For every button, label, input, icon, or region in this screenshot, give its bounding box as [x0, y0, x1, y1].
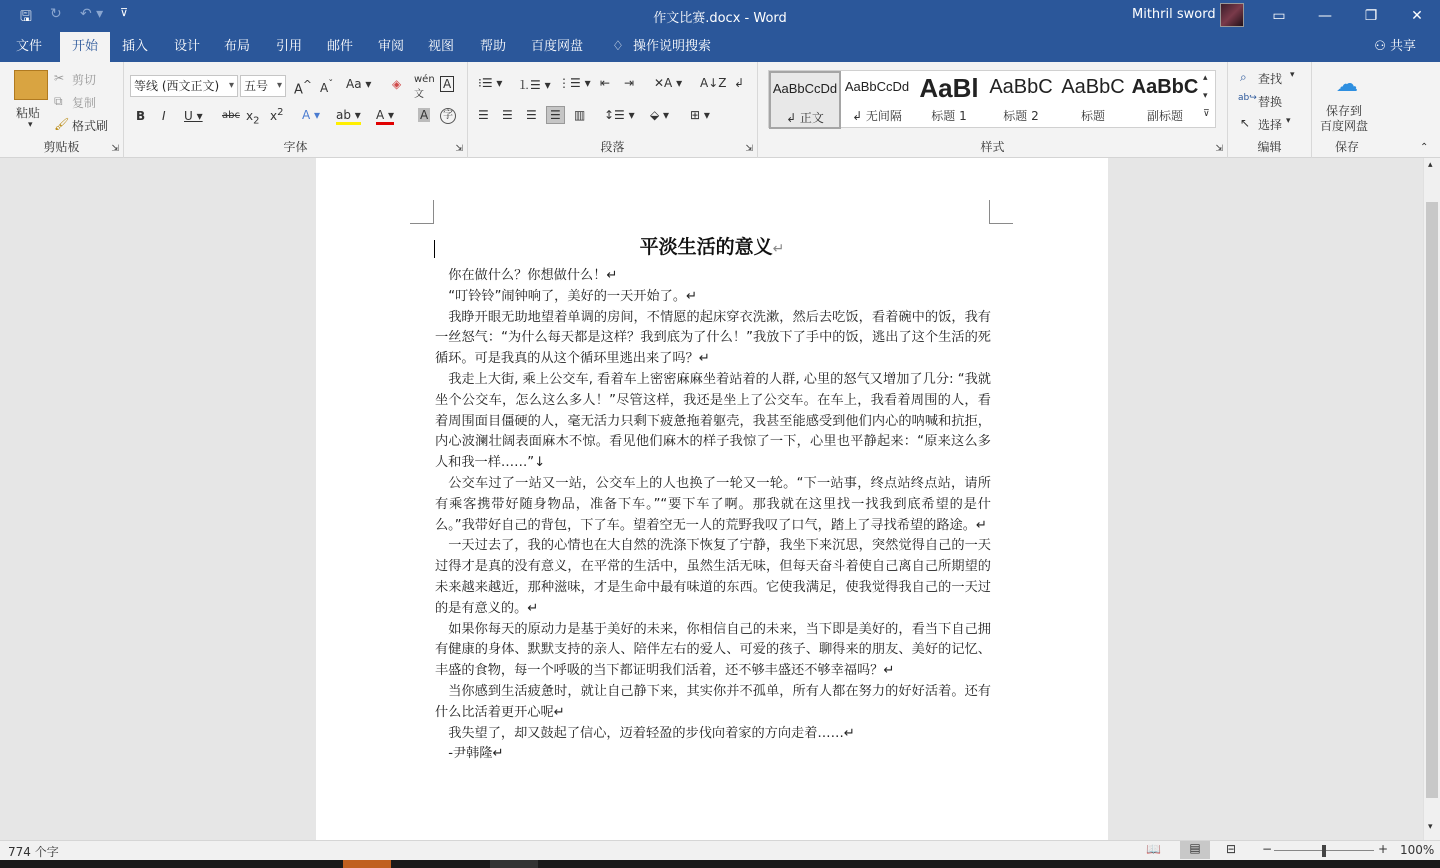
align-right-icon[interactable]: ☰: [526, 108, 537, 122]
paste-icon[interactable]: [14, 70, 48, 100]
justify-icon[interactable]: ☰: [546, 106, 565, 124]
editing-group: [1228, 62, 1312, 158]
styles-label: 样式: [980, 140, 1005, 154]
share-button[interactable]: [1374, 32, 1416, 62]
copy-button[interactable]: 复制: [72, 96, 97, 110]
paragraph-label: 段落: [600, 140, 625, 154]
gallery-down-icon[interactable]: ▾: [1203, 91, 1208, 101]
share-label: 共享: [1389, 39, 1416, 54]
window-title: 作文比赛.docx - Word: [653, 11, 787, 26]
margin-mark: [410, 200, 434, 224]
tab-mailings[interactable]: 邮件: [326, 39, 353, 54]
format-painter-icon: 🖌: [54, 117, 70, 131]
select-button[interactable]: 选择: [1258, 118, 1283, 132]
print-layout-icon[interactable]: ▤: [1180, 841, 1210, 859]
grow-font-icon[interactable]: A^: [294, 78, 312, 98]
paragraph: 我睁开眼无助地望着单调的房间，不情愿的起床穿衣洗漱，然后去吃饭，看着碗中的饭，我有一丝怒气：“为什么每天都是这样？我到底为了什么！”我放下了手中的饭，逃出了这个生活的死循环。可是我真的从这个循环里逃出来了吗？↵: [435, 309, 991, 367]
tab-design[interactable]: 设计: [173, 39, 200, 54]
zoom-slider-thumb[interactable]: [1322, 845, 1326, 857]
gallery-more-icon[interactable]: ⊽: [1203, 109, 1210, 119]
phonetic-guide-icon[interactable]: wén 文: [414, 74, 435, 100]
underline-icon[interactable]: U ▾: [184, 109, 203, 123]
paragraph: 我失望了，却又鼓起了信心，迈着轻盈的步伐向着家的方向走着……↵: [448, 725, 855, 741]
scroll-thumb[interactable]: [1426, 202, 1438, 798]
replace-button[interactable]: 替换: [1258, 95, 1283, 109]
align-left-icon[interactable]: ☰: [478, 108, 489, 122]
tab-layout[interactable]: 布局: [223, 39, 250, 54]
style-name: 副标题: [1146, 109, 1183, 123]
style-heading-2[interactable]: [985, 71, 1057, 129]
text-effects-icon[interactable]: A ▾: [302, 108, 321, 122]
style-title[interactable]: [1057, 71, 1129, 129]
increase-indent-icon[interactable]: ⇥: [624, 76, 635, 90]
paste-button[interactable]: 粘贴: [16, 106, 41, 120]
avatar[interactable]: [1220, 3, 1244, 27]
styles-gallery: [768, 70, 1216, 128]
cut-icon: ✂: [54, 71, 65, 85]
baidu-netdisk-icon: ☁: [1336, 72, 1358, 97]
clipboard-label: 剪贴板: [43, 140, 80, 154]
save-label: 保存: [1334, 140, 1359, 154]
enclose-characters-icon[interactable]: 字: [440, 108, 456, 124]
signature: -尹韩隆↵: [448, 746, 504, 762]
gallery-up-icon[interactable]: ▴: [1203, 73, 1208, 83]
bullets-icon[interactable]: ⁝☰ ▾: [478, 76, 503, 90]
tab-view[interactable]: 视图: [427, 39, 454, 54]
status-bar: [0, 840, 1440, 860]
paragraph-group: [468, 62, 758, 158]
style-name: ↲ 正文: [786, 111, 824, 125]
taskbar-app-word[interactable]: [343, 860, 391, 868]
dialog-launcher-icon[interactable]: ⇲: [111, 144, 119, 154]
find-icon: ⌕: [1240, 70, 1247, 84]
save-icon[interactable]: 🖫: [20, 9, 32, 25]
paragraph: 公交车过了一站又一站，公交车上的人也换了一轮又一轮。“下一站事，终点站终点站，请所有乘客携带好随身物品，准备下车。”“要下车了啊。那我就在这里找一找我到底希望的是什么。”我带好自己的背包，下了车。望着空无一人的荒野我叹了口气，踏上了寻找希望的路途。↵: [435, 475, 991, 533]
copy-icon: ⧉: [54, 94, 63, 108]
ribbon: [0, 62, 1440, 158]
change-case-icon[interactable]: Aa ▾: [346, 77, 372, 91]
font-label: 字体: [283, 140, 308, 154]
minimize-icon[interactable]: —: [1318, 8, 1332, 24]
style-name: ↲ 无间隔: [852, 109, 902, 123]
style-name: 标题 2: [1003, 109, 1039, 123]
bold-icon[interactable]: B: [136, 109, 146, 123]
person-icon: ⚇: [1374, 39, 1386, 54]
style-no-spacing[interactable]: [841, 71, 913, 129]
taskbar: [0, 860, 1440, 868]
ribbon-tabs: [0, 32, 1440, 62]
redo-icon[interactable]: ↻: [50, 6, 62, 22]
clear-formatting-icon[interactable]: ◈: [392, 77, 402, 91]
show-hide-marks-icon[interactable]: ↲: [734, 76, 745, 90]
font-name-select[interactable]: 等线 (西文正文) ▾: [130, 75, 238, 97]
paragraph: 一天过去了，我的心情也在大自然的洗涤下恢复了宁静，我坐下来沉思，突然觉得自己的一天过得才是真的没有意义，在平常的生活中，虽然生活无味，但每天奋斗着使自己离自己所期望的未来越来越近，那种滋味，才是生命中最有味道的东西。它使我满足，使我觉得我自己的一天过的是有意义的。↵: [435, 538, 991, 616]
tab-help[interactable]: 帮助: [479, 39, 506, 54]
font-group: [124, 62, 468, 158]
character-shading-icon[interactable]: A: [420, 108, 429, 122]
cut-button[interactable]: 剪切: [72, 73, 97, 87]
chinese-layout-icon[interactable]: ✕A ▾: [654, 76, 683, 90]
undo-icon[interactable]: ↶ ▾: [80, 6, 104, 22]
restore-icon[interactable]: ❐: [1364, 8, 1378, 24]
close-icon[interactable]: ✕: [1411, 8, 1423, 24]
document-title[interactable]: [316, 232, 1108, 259]
font-color-icon[interactable]: A ▾: [376, 108, 394, 125]
style-preview: AaBbC: [1131, 76, 1199, 98]
select-dropdown-icon[interactable]: ▾: [1286, 116, 1291, 126]
shrink-font-icon[interactable]: $A^ˇ$: [320, 79, 334, 95]
user-name[interactable]: Mithril sword: [1132, 7, 1216, 22]
paragraph-mark: ↵: [772, 241, 785, 257]
save-to-netdisk-button[interactable]: 保存到 百度网盘: [1320, 104, 1369, 133]
style-preview: AaBl: [919, 73, 979, 103]
document-body[interactable]: [435, 266, 991, 765]
replace-icon: ab↪: [1238, 93, 1257, 103]
highlight-icon[interactable]: ab ▾: [336, 108, 361, 125]
style-heading-1[interactable]: [913, 71, 985, 129]
tab-insert[interactable]: 插入: [121, 39, 148, 54]
paragraph: 当你感到生活疲惫时，就让自己静下来，其实你并不孤单，所有人都在努力的好好活着。还有什么比活着更开心呢↵: [435, 683, 991, 720]
styles-dialog-launcher-icon[interactable]: ⇲: [1215, 144, 1223, 154]
borders-icon[interactable]: ⊞ ▾: [690, 108, 710, 122]
style-preview: AaBbC: [1061, 76, 1125, 98]
lightbulb-icon: ♢: [612, 39, 624, 54]
numbering-icon[interactable]: ⒈☰ ▾: [518, 78, 551, 92]
strikethrough-icon[interactable]: abc: [222, 110, 240, 121]
style-subtitle[interactable]: [1129, 71, 1201, 129]
clipboard-group: [0, 62, 124, 158]
margin-mark: [989, 200, 1013, 224]
tab-review[interactable]: 审阅: [377, 39, 404, 54]
word-count[interactable]: 774 个字: [8, 845, 59, 859]
superscript-icon[interactable]: $x^2$: [270, 107, 284, 123]
font-dialog-launcher-icon[interactable]: ⇲: [455, 144, 463, 154]
sort-icon[interactable]: A↓Z: [700, 76, 727, 90]
taskbar-app[interactable]: [490, 860, 538, 868]
document-title-text: 平淡生活的意义: [639, 236, 773, 258]
paragraph: 如果你每天的原动力是基于美好的未来，你相信自己的未来，当下即是美好的，看当下自己拥有健康的身体、默默支持的亲人、陪伴左右的爱人、可爱的孩子、聊得来的朋友、美好的记忆、丰盛的食物，每一个呼吸的当下都证明我们活着，还不够丰盛还不够幸福吗？↵: [435, 621, 991, 679]
select-icon: ↖: [1240, 116, 1251, 130]
distributed-icon[interactable]: ▥: [574, 108, 586, 122]
decrease-indent-icon[interactable]: ⇤: [600, 76, 611, 90]
zoom-in-icon[interactable]: +: [1378, 842, 1389, 856]
shading-icon[interactable]: ⬙ ▾: [650, 108, 670, 122]
zoom-out-icon[interactable]: −: [1262, 842, 1273, 856]
character-border-icon[interactable]: A: [440, 76, 454, 92]
style-preview: AaBbC: [989, 76, 1053, 98]
customize-quick-access-icon[interactable]: ⊽: [120, 6, 129, 19]
title-bar: [0, 0, 1440, 32]
read-mode-icon[interactable]: 📖: [1146, 842, 1161, 856]
tab-references[interactable]: 引用: [275, 39, 302, 54]
tell-me-search[interactable]: 操作说明搜索: [632, 39, 711, 54]
style-preview: AaBbCcDd: [844, 79, 910, 94]
multilevel-list-icon[interactable]: ⋮☰ ▾: [558, 76, 591, 90]
paragraph: 我走上大街, 乘上公交车, 看着车上密密麻麻坐着站着的人群, 心里的怒气又增加了几分: “我就坐个公交车，怎么这么多人！”尽管这样，我还是坐上了公交车。在车上，我看着周围的人，看着周围面目僵硬的人，毫无活力只剩下疲惫拖着躯壳，我甚至能感受到他们内心的呐喊和抗拒，内心波澜壮阔表面麻木不惊。看见他们麻木的样子我惊了一下，心里也平静起来：“原来这么多人和我一样……”↓: [435, 371, 991, 471]
style-name: 标题 1: [931, 109, 967, 123]
web-layout-icon[interactable]: ⊟: [1226, 842, 1237, 856]
format-painter-button[interactable]: 格式刷: [72, 119, 109, 133]
tab-file[interactable]: 文件: [15, 39, 42, 54]
line-spacing-icon[interactable]: ↕☰ ▾: [604, 108, 635, 122]
paragraph: “叮铃铃”闹钟响了，美好的一天开始了。↵: [448, 288, 698, 304]
align-center-icon[interactable]: ☰: [502, 108, 513, 122]
chevron-down-icon[interactable]: ▾: [28, 120, 33, 130]
style-normal[interactable]: [769, 71, 841, 129]
font-size-select[interactable]: 五号 ▾: [240, 75, 286, 97]
paragraph: 你在做什么？你想做什么！↵: [448, 268, 618, 283]
tab-home[interactable]: 开始: [60, 32, 110, 62]
collapse-ribbon-icon[interactable]: ⌃: [1420, 142, 1429, 153]
italic-icon[interactable]: I: [162, 109, 166, 123]
save-group: [1312, 62, 1382, 158]
find-dropdown-icon[interactable]: ▾: [1290, 70, 1295, 80]
paragraph-dialog-launcher-icon[interactable]: ⇲: [745, 144, 753, 154]
style-preview: AaBbCcDd: [772, 81, 838, 96]
ribbon-display-options-icon[interactable]: ▭: [1272, 8, 1286, 24]
style-name: 标题: [1080, 109, 1105, 123]
scroll-down-icon[interactable]: ▾: [1428, 822, 1433, 832]
vertical-scrollbar[interactable]: [1423, 158, 1440, 840]
zoom-level[interactable]: 100%: [1400, 843, 1435, 857]
subscript-icon[interactable]: $x_2$: [246, 109, 260, 127]
find-button[interactable]: 查找: [1258, 72, 1283, 86]
editing-label: 编辑: [1257, 140, 1282, 154]
scroll-up-icon[interactable]: ▴: [1428, 160, 1433, 170]
tab-baidu-netdisk[interactable]: 百度网盘: [530, 39, 583, 54]
